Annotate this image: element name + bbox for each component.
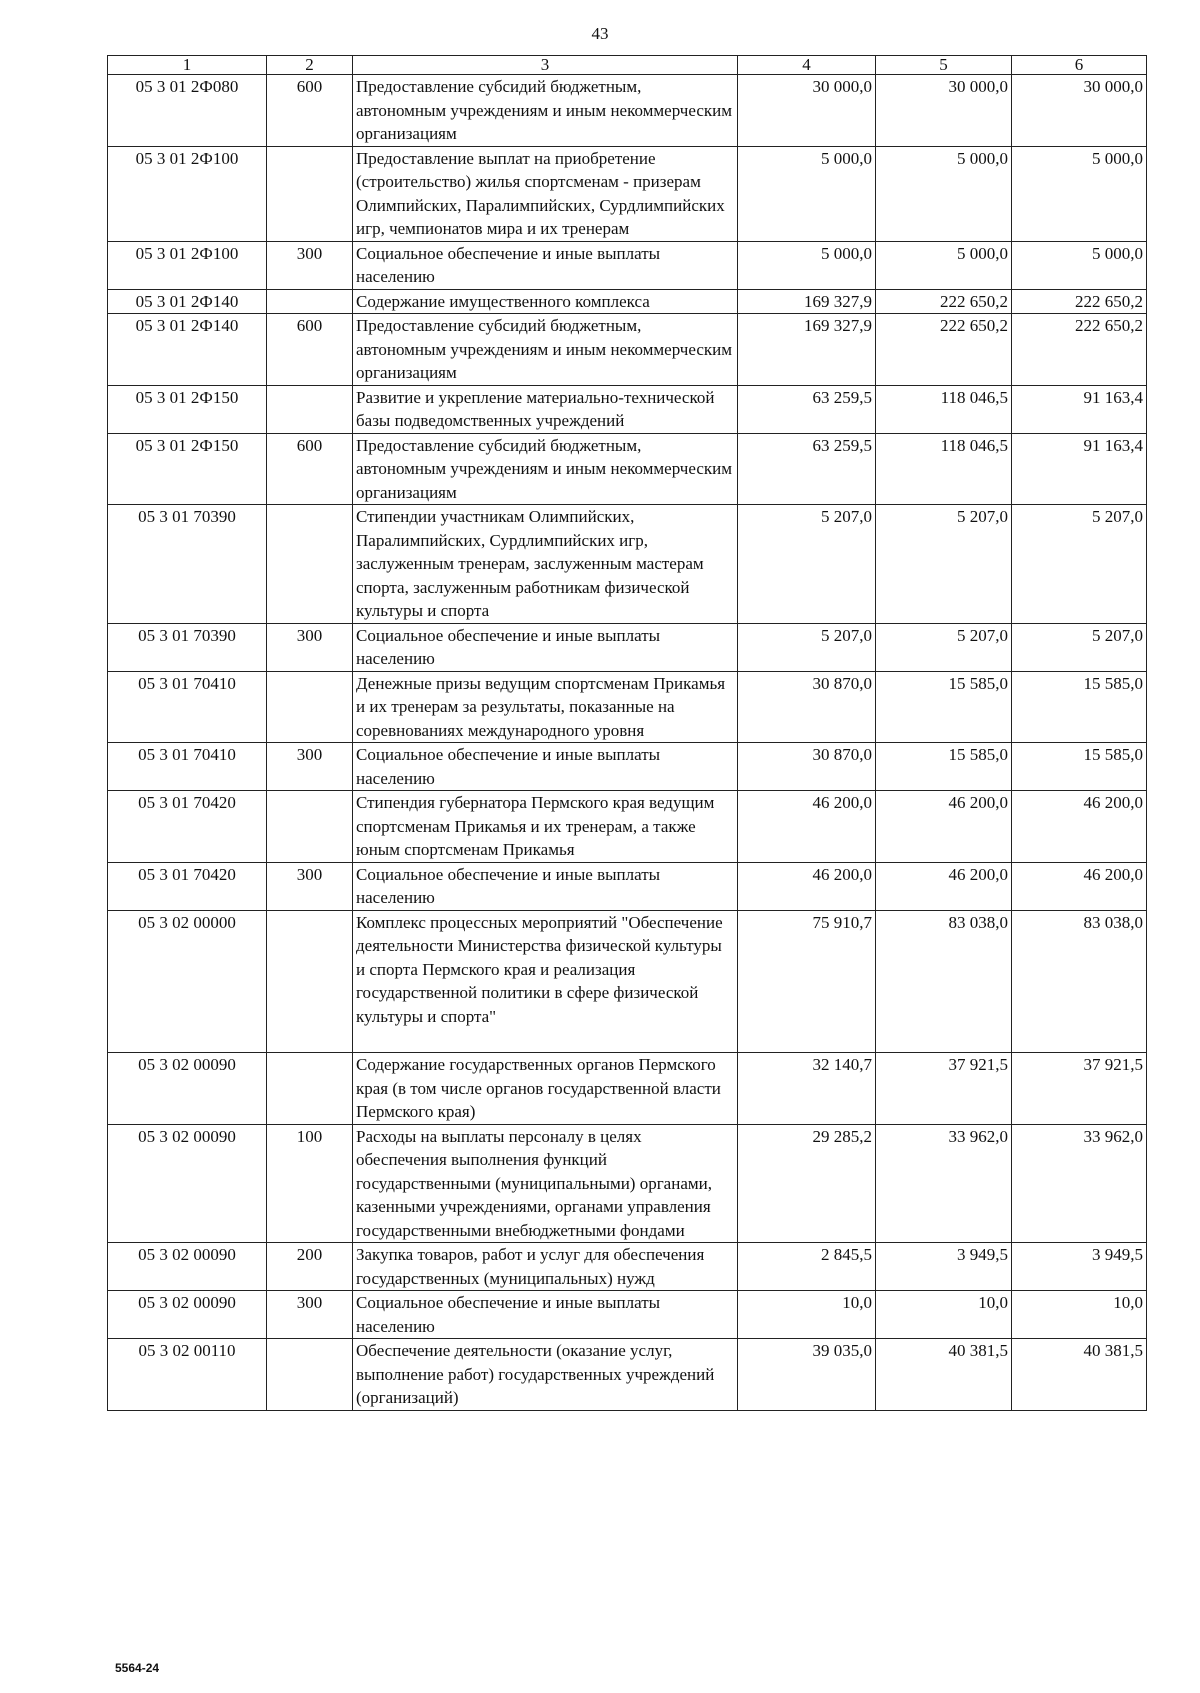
row-expense-type bbox=[267, 791, 353, 863]
row-amount-col4: 30 000,0 bbox=[738, 75, 876, 147]
row-amount-col5: 118 046,5 bbox=[876, 433, 1012, 505]
row-expense-type: 600 bbox=[267, 433, 353, 505]
row-amount-col5: 15 585,0 bbox=[876, 671, 1012, 743]
row-amount-col6: 83 038,0 bbox=[1012, 910, 1147, 1053]
row-description: Содержание государственных органов Пермского края (в том числе органов государственной власти Пермского края) bbox=[353, 1053, 738, 1125]
table-row bbox=[108, 385, 1147, 433]
row-description: Социальное обеспечение и иные выплаты населению bbox=[353, 241, 738, 289]
row-amount-col6: 91 163,4 bbox=[1012, 385, 1147, 433]
row-amount-col6: 46 200,0 bbox=[1012, 791, 1147, 863]
row-amount-col4: 169 327,9 bbox=[738, 314, 876, 386]
row-description: Предоставление субсидий бюджетным, автономным учреждениям и иным некоммерческим организациям bbox=[353, 75, 738, 147]
row-description: Содержание имущественного комплекса bbox=[353, 289, 738, 314]
row-expense-type bbox=[267, 505, 353, 624]
row-description: Расходы на выплаты персоналу в целях обеспечения выполнения функций государственными (муниципальными) органами, казенными учреждениями, органами управления государственными внебюджетными фондами bbox=[353, 1124, 738, 1243]
table-row bbox=[108, 1053, 1147, 1125]
row-amount-col4: 30 870,0 bbox=[738, 671, 876, 743]
row-amount-col6: 46 200,0 bbox=[1012, 862, 1147, 910]
row-amount-col4: 10,0 bbox=[738, 1291, 876, 1339]
table-row bbox=[108, 623, 1147, 671]
row-description: Социальное обеспечение и иные выплаты населению bbox=[353, 623, 738, 671]
row-description: Развитие и укрепление материально-технической базы подведомственных учреждений bbox=[353, 385, 738, 433]
row-amount-col6: 222 650,2 bbox=[1012, 289, 1147, 314]
row-expense-type bbox=[267, 385, 353, 433]
row-amount-col6: 5 207,0 bbox=[1012, 505, 1147, 624]
row-amount-col4: 63 259,5 bbox=[738, 385, 876, 433]
row-amount-col5: 222 650,2 bbox=[876, 314, 1012, 386]
table-row bbox=[108, 1291, 1147, 1339]
row-code: 05 3 01 2Ф100 bbox=[108, 146, 267, 241]
row-amount-col6: 91 163,4 bbox=[1012, 433, 1147, 505]
column-header-1: 1 bbox=[108, 56, 267, 75]
row-code: 05 3 01 2Ф150 bbox=[108, 385, 267, 433]
row-amount-col6: 5 207,0 bbox=[1012, 623, 1147, 671]
table-row bbox=[108, 1124, 1147, 1243]
row-amount-col4: 75 910,7 bbox=[738, 910, 876, 1053]
row-amount-col6: 10,0 bbox=[1012, 1291, 1147, 1339]
row-code: 05 3 02 00090 bbox=[108, 1243, 267, 1291]
row-code: 05 3 01 2Ф140 bbox=[108, 314, 267, 386]
table-row bbox=[108, 289, 1147, 314]
row-code: 05 3 01 70410 bbox=[108, 743, 267, 791]
row-amount-col5: 5 207,0 bbox=[876, 623, 1012, 671]
row-description: Стипендии участникам Олимпийских, Паралимпийских, Сурдлимпийских игр, заслуженным тренерам, заслуженным мастерам спорта, заслуженным работникам физической культуры и спорта bbox=[353, 505, 738, 624]
row-code: 05 3 01 70420 bbox=[108, 791, 267, 863]
row-amount-col6: 3 949,5 bbox=[1012, 1243, 1147, 1291]
row-amount-col6: 5 000,0 bbox=[1012, 146, 1147, 241]
row-amount-col5: 10,0 bbox=[876, 1291, 1012, 1339]
row-amount-col4: 29 285,2 bbox=[738, 1124, 876, 1243]
row-expense-type: 300 bbox=[267, 743, 353, 791]
row-code: 05 3 01 2Ф150 bbox=[108, 433, 267, 505]
row-amount-col4: 5 207,0 bbox=[738, 505, 876, 624]
row-description: Предоставление выплат на приобретение (строительство) жилья спортсменам - призерам Олимпийских, Паралимпийских, Сурдлимпийских игр, чемпионатов мира и их тренерам bbox=[353, 146, 738, 241]
row-code: 05 3 01 2Ф140 bbox=[108, 289, 267, 314]
row-amount-col4: 2 845,5 bbox=[738, 1243, 876, 1291]
row-amount-col6: 40 381,5 bbox=[1012, 1339, 1147, 1411]
row-expense-type bbox=[267, 1339, 353, 1411]
column-header-6: 6 bbox=[1012, 56, 1147, 75]
row-amount-col5: 3 949,5 bbox=[876, 1243, 1012, 1291]
row-code: 05 3 01 70390 bbox=[108, 505, 267, 624]
row-amount-col4: 169 327,9 bbox=[738, 289, 876, 314]
row-amount-col6: 222 650,2 bbox=[1012, 314, 1147, 386]
row-expense-type: 600 bbox=[267, 314, 353, 386]
table-row bbox=[108, 671, 1147, 743]
row-amount-col5: 5 207,0 bbox=[876, 505, 1012, 624]
row-description: Стипендия губернатора Пермского края ведущим спортсменам Прикамья и их тренерам, а также юным спортсменам Прикамья bbox=[353, 791, 738, 863]
row-amount-col5: 46 200,0 bbox=[876, 862, 1012, 910]
row-description: Социальное обеспечение и иные выплаты населению bbox=[353, 1291, 738, 1339]
row-description: Предоставление субсидий бюджетным, автономным учреждениям и иным некоммерческим организациям bbox=[353, 314, 738, 386]
row-amount-col6: 33 962,0 bbox=[1012, 1124, 1147, 1243]
row-description: Социальное обеспечение и иные выплаты населению bbox=[353, 862, 738, 910]
row-amount-col4: 30 870,0 bbox=[738, 743, 876, 791]
row-code: 05 3 01 2Ф080 bbox=[108, 75, 267, 147]
row-code: 05 3 02 00090 bbox=[108, 1291, 267, 1339]
table-row bbox=[108, 314, 1147, 386]
row-amount-col5: 15 585,0 bbox=[876, 743, 1012, 791]
row-expense-type bbox=[267, 289, 353, 314]
row-amount-col6: 15 585,0 bbox=[1012, 743, 1147, 791]
row-code: 05 3 01 70410 bbox=[108, 671, 267, 743]
row-expense-type bbox=[267, 671, 353, 743]
column-header-4: 4 bbox=[738, 56, 876, 75]
row-amount-col5: 40 381,5 bbox=[876, 1339, 1012, 1411]
row-code: 05 3 01 70420 bbox=[108, 862, 267, 910]
row-expense-type bbox=[267, 146, 353, 241]
row-amount-col5: 5 000,0 bbox=[876, 146, 1012, 241]
column-header-5: 5 bbox=[876, 56, 1012, 75]
table-header-row bbox=[108, 56, 1147, 75]
row-expense-type: 300 bbox=[267, 623, 353, 671]
row-code: 05 3 02 00000 bbox=[108, 910, 267, 1053]
row-amount-col4: 5 000,0 bbox=[738, 146, 876, 241]
column-header-3: 3 bbox=[353, 56, 738, 75]
row-amount-col5: 5 000,0 bbox=[876, 241, 1012, 289]
row-amount-col5: 222 650,2 bbox=[876, 289, 1012, 314]
row-amount-col6: 15 585,0 bbox=[1012, 671, 1147, 743]
row-amount-col5: 33 962,0 bbox=[876, 1124, 1012, 1243]
row-amount-col5: 118 046,5 bbox=[876, 385, 1012, 433]
row-expense-type: 100 bbox=[267, 1124, 353, 1243]
row-amount-col4: 46 200,0 bbox=[738, 791, 876, 863]
row-expense-type: 300 bbox=[267, 1291, 353, 1339]
row-code: 05 3 02 00110 bbox=[108, 1339, 267, 1411]
row-description: Обеспечение деятельности (оказание услуг, выполнение работ) государственных учреждений (организаций) bbox=[353, 1339, 738, 1411]
row-amount-col4: 5 207,0 bbox=[738, 623, 876, 671]
table-row bbox=[108, 862, 1147, 910]
row-code: 05 3 02 00090 bbox=[108, 1053, 267, 1125]
row-amount-col5: 83 038,0 bbox=[876, 910, 1012, 1053]
row-code: 05 3 01 70390 bbox=[108, 623, 267, 671]
document-code: 5564-24 bbox=[115, 1661, 160, 1675]
row-amount-col4: 39 035,0 bbox=[738, 1339, 876, 1411]
row-amount-col5: 46 200,0 bbox=[876, 791, 1012, 863]
row-expense-type: 600 bbox=[267, 75, 353, 147]
table-row bbox=[108, 743, 1147, 791]
row-amount-col6: 37 921,5 bbox=[1012, 1053, 1147, 1125]
row-expense-type bbox=[267, 1053, 353, 1125]
row-description: Закупка товаров, работ и услуг для обеспечения государственных (муниципальных) нужд bbox=[353, 1243, 738, 1291]
column-header-2: 2 bbox=[267, 56, 353, 75]
table-row bbox=[108, 433, 1147, 505]
row-expense-type: 300 bbox=[267, 862, 353, 910]
table-row bbox=[108, 1339, 1147, 1411]
table-row bbox=[108, 1243, 1147, 1291]
row-expense-type bbox=[267, 910, 353, 1053]
row-description: Денежные призы ведущим спортсменам Прикамья и их тренерам за результаты, показанные на соревнованиях международного уровня bbox=[353, 671, 738, 743]
row-expense-type: 300 bbox=[267, 241, 353, 289]
table-row bbox=[108, 910, 1147, 1053]
row-amount-col4: 46 200,0 bbox=[738, 862, 876, 910]
row-code: 05 3 01 2Ф100 bbox=[108, 241, 267, 289]
row-expense-type: 200 bbox=[267, 1243, 353, 1291]
budget-table bbox=[107, 55, 1147, 1411]
row-amount-col5: 30 000,0 bbox=[876, 75, 1012, 147]
table-row bbox=[108, 146, 1147, 241]
row-amount-col5: 37 921,5 bbox=[876, 1053, 1012, 1125]
row-amount-col4: 63 259,5 bbox=[738, 433, 876, 505]
row-amount-col6: 5 000,0 bbox=[1012, 241, 1147, 289]
row-description: Комплекс процессных мероприятий "Обеспечение деятельности Министерства физической культуры и спорта Пермского края и реализация государственной политики в сфере физической культуры и спорта" bbox=[353, 910, 738, 1053]
table-row bbox=[108, 75, 1147, 147]
row-amount-col4: 5 000,0 bbox=[738, 241, 876, 289]
row-amount-col6: 30 000,0 bbox=[1012, 75, 1147, 147]
table-row bbox=[108, 791, 1147, 863]
page-number: 43 bbox=[591, 24, 609, 43]
row-description: Предоставление субсидий бюджетным, автономным учреждениям и иным некоммерческим организациям bbox=[353, 433, 738, 505]
row-description: Социальное обеспечение и иные выплаты населению bbox=[353, 743, 738, 791]
table-row bbox=[108, 241, 1147, 289]
row-code: 05 3 02 00090 bbox=[108, 1124, 267, 1243]
table-row bbox=[108, 505, 1147, 624]
row-amount-col4: 32 140,7 bbox=[738, 1053, 876, 1125]
